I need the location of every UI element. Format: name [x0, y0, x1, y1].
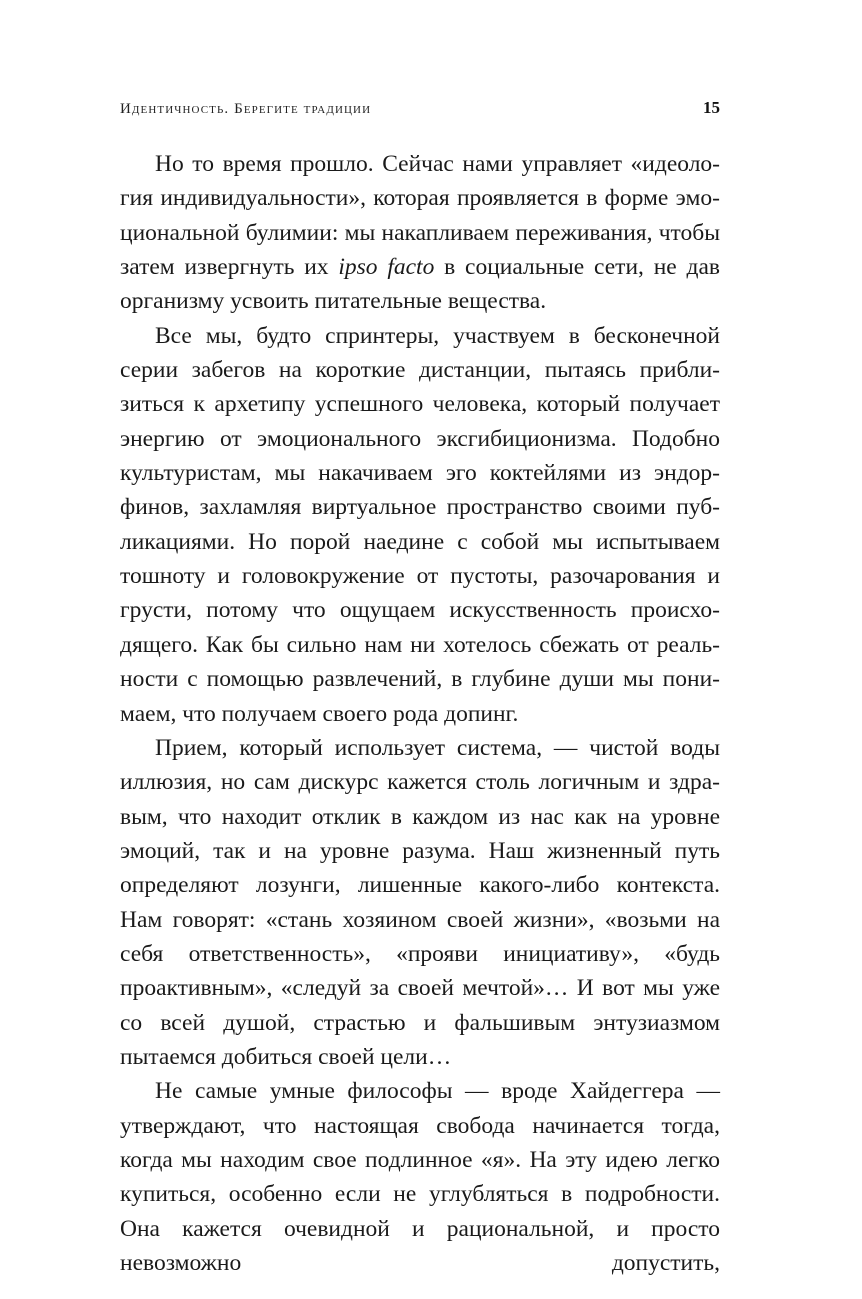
paragraph-3: Прием, который использует система, — чистой воды иллюзия, но сам дискурс кажется столь логичным и здравым, что находит отклик в каждом из нас как на уровне эмоций, так и на уровне разума. Наш жизненный путь определяют лозунги, лишенные какого-либо контекста. Нам говорят: «стань хозяином своей жизни», «возьми на себя ответственность», «прояви инициативу», «будь проактивным», «следуй за своей мечтой»… И вот мы уже со всей душой, страстью и фальшивым энтузиазмом пытаемся добиться своей цели… — [120, 734, 720, 1070]
page-header — [120, 98, 720, 118]
paragraph-1-italic-phrase: ipso facto — [338, 254, 435, 281]
paragraph-1-text-start: Но то время прошло. Сейчас нами управляет «идеология индивидуальности», которая проявляется в форме эмоциональной булимии: мы накапливаем переживания, чтобы затем извергнуть их — [120, 151, 720, 281]
paragraph-4: Не самые умные философы — вроде Хайдеггера — утверждают, что настоящая свобода начинается тогда, когда мы находим свое подлинное «я». На эту идею легко купиться, особенно если не углубляться в подробности. Она кажется очевидной и рациональной, и просто невозможно допустить, — [120, 1078, 720, 1276]
paragraph-2: Все мы, будто спринтеры, участвуем в бесконечной серии забегов на короткие дистанции, пытаясь приблизиться к архетипу успешного человека, который получает энергию от эмоционального эксгибиционизма. Подобно культуристам, мы накачиваем эго коктейлями из эндорфинов, захламляя виртуальное пространство своими публикациями. Но порой наедине с собой мы испытываем тошноту и головокружение от пустоты, разочарования и грусти, потому что ощущаем искусственность происходящего. Как бы сильно нам ни хотелось сбежать от реальности с помощью развлечений, в глубине души мы понимаем, что получаем своего рода допинг. — [120, 322, 720, 727]
body-text — [120, 147, 720, 1280]
paragraph-1-text-end: в социальные сети, не дав организму усвоить питательные вещества. — [120, 254, 720, 315]
paragraph-1 — [120, 147, 720, 319]
running-title: Идентичность. Берегите традиции — [120, 101, 372, 117]
page-number: 15 — [703, 98, 720, 117]
